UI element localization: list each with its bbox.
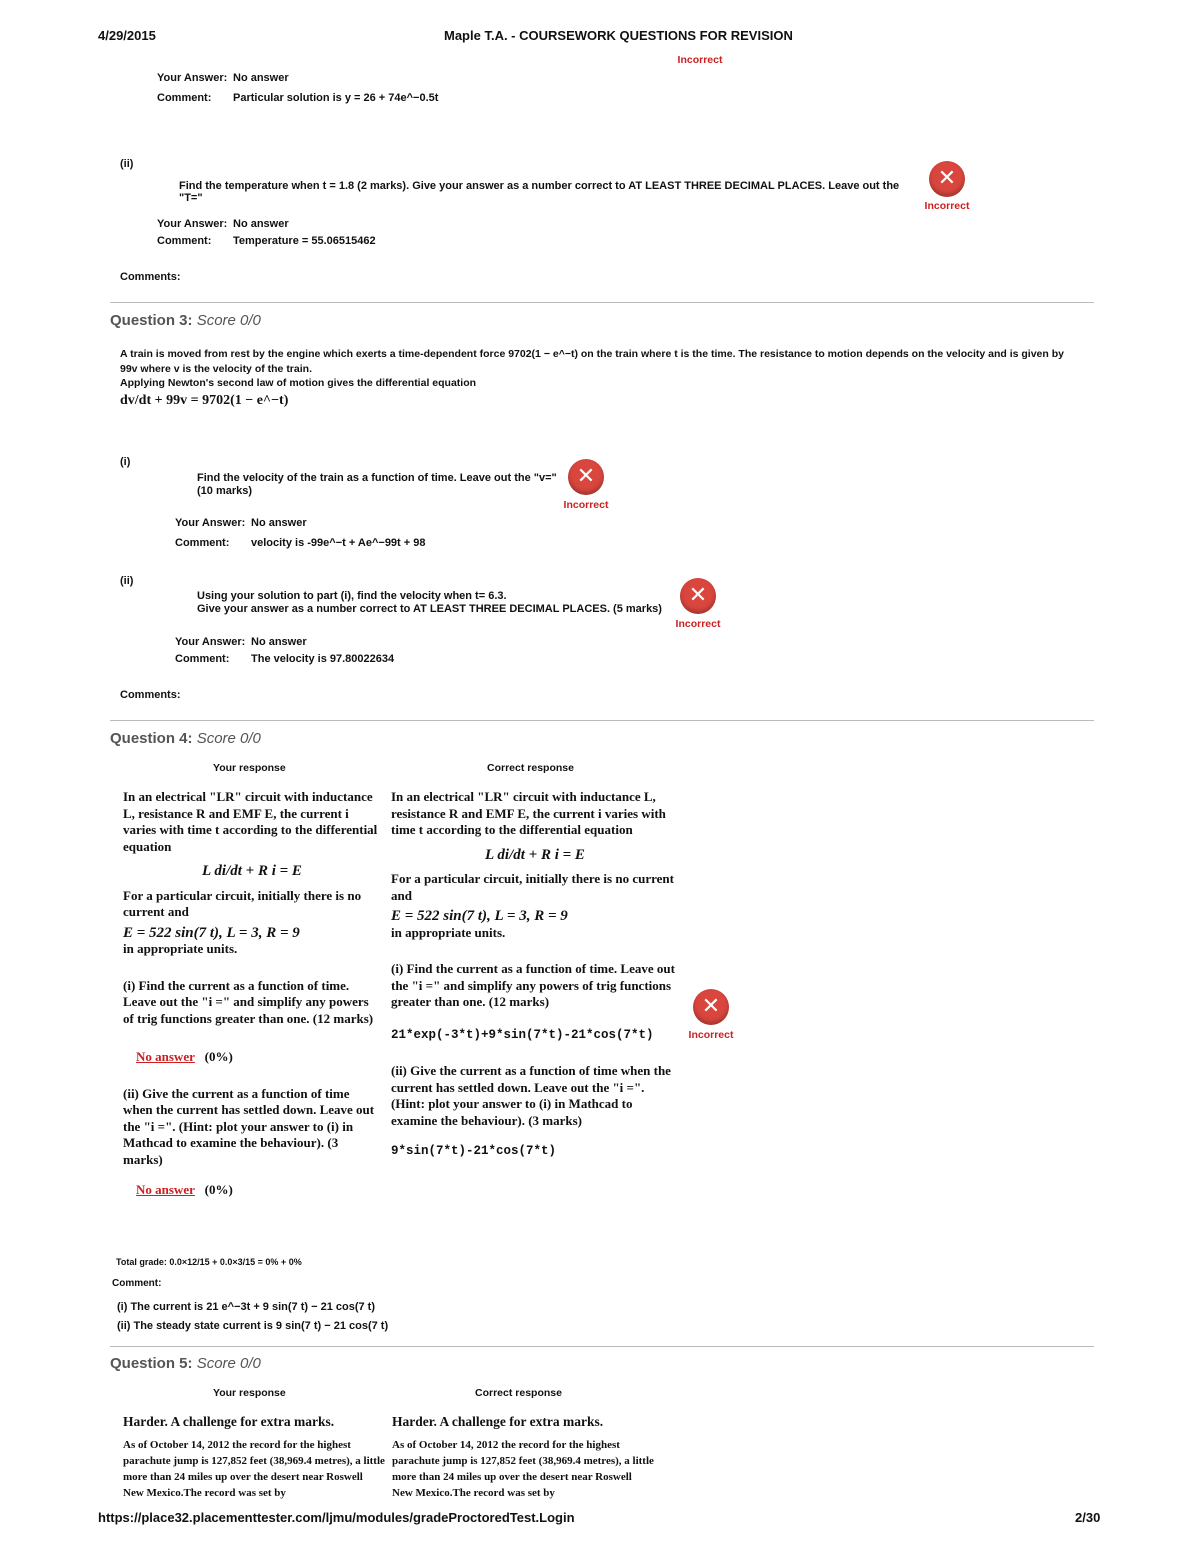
part-text: Give your answer as a number correct to AT LEAST THREE DECIMAL PLACES. (5 marks) bbox=[197, 603, 662, 615]
part-score: (0%) bbox=[204, 1049, 233, 1064]
your-answer-label: Your Answer: bbox=[175, 517, 246, 529]
problem-units: in appropriate units. bbox=[123, 941, 238, 956]
problem-particular: For a particular circuit, initially there is no current and bbox=[391, 871, 674, 903]
your-answer-value: No answer bbox=[251, 636, 307, 648]
incorrect-label: Incorrect bbox=[688, 1029, 734, 1041]
question-intro: A train is moved from rest by the engine which exerts a time-dependent force 9702(1 − e^−t) on the train where t is the time. The resistance to motion depends on the velocity and is given by bbox=[120, 348, 1064, 360]
comment-line: (ii) The steady state current is 9 sin(7 t) − 21 cos(7 t) bbox=[117, 1320, 389, 1332]
part-i-text: (i) Find the current as a function of time. Leave out the "i =" and simplify any powers of trig functions greater than one. (12 marks) bbox=[391, 961, 675, 1009]
column-header-correct: Correct response bbox=[487, 762, 574, 774]
no-answer: No answer bbox=[136, 1049, 195, 1064]
differential-equation: dv/dt + 99v = 9702(1 − e^−t) bbox=[120, 393, 289, 408]
comment-value: velocity is -99e^−t + Ae^−99t + 98 bbox=[251, 537, 426, 549]
comment-label: Comment: bbox=[175, 537, 230, 549]
column-header-your: Your response bbox=[213, 1387, 286, 1399]
incorrect-icon: ✕ bbox=[568, 459, 604, 495]
your-answer-label: Your Answer: bbox=[157, 72, 228, 84]
comment-line: (i) The current is 21 e^−3t + 9 sin(7 t) − 21 cos(7 t) bbox=[117, 1301, 375, 1313]
part-text: Find the velocity of the train as a function of time. Leave out the "v=" bbox=[197, 472, 557, 484]
comments-label: Comments: bbox=[120, 271, 181, 283]
question-intro: Applying Newton's second law of motion gives the differential equation bbox=[120, 377, 477, 389]
part-ii-text: (ii) Give the current as a function of time when the current has settled down. Leave out the "i =". (Hint: plot your answer to (i) in Mathcad to examine the behaviour). (3 marks) bbox=[391, 1063, 671, 1128]
comment-value: Temperature = 55.06515462 bbox=[233, 235, 376, 247]
divider bbox=[110, 302, 1094, 303]
your-answer-value: No answer bbox=[251, 517, 307, 529]
part-label: (i) bbox=[120, 456, 131, 468]
column-header-your: Your response bbox=[213, 762, 286, 774]
part-ii-text: (ii) Give the current as a function of time when the current has settled down. Leave out the "i =". (Hint: plot your answer to (i) in Mathcad to examine the behaviour). (3 marks) bbox=[123, 1085, 375, 1167]
no-answer: No answer bbox=[136, 1182, 195, 1197]
comment-value: The velocity is 97.80022634 bbox=[251, 653, 395, 665]
part-label: (ii) bbox=[120, 575, 134, 587]
incorrect-label: Incorrect bbox=[924, 200, 970, 212]
comments-label: Comments: bbox=[120, 689, 181, 701]
part-i-text: (i) Find the current as a function of time. Leave out the "i =" and simplify any powers of trig functions greater than one. (12 marks) bbox=[123, 977, 374, 1026]
problem-intro: In an electrical "LR" circuit with inductance L, resistance R and EMF E, the current i varies with time t according to the differential equation bbox=[123, 789, 378, 854]
correct-answer-ii: 9*sin(7*t)-21*cos(7*t) bbox=[391, 1144, 557, 1158]
circuit-values: E = 522 sin(7 t), L = 3, R = 9 bbox=[391, 908, 568, 924]
part-text: Find the temperature when t = 1.8 (2 marks). Give your answer as a number correct to AT LEAST THREE DECIMAL PLACES. Leave out the "T=" bbox=[179, 180, 900, 204]
circuit-equation: L di/dt + R i = E bbox=[485, 846, 585, 863]
part-ii-result bbox=[123, 1182, 381, 1199]
comment-value: Particular solution is y = 26 + 74e^−0.5t bbox=[233, 92, 439, 104]
problem-intro: In an electrical "LR" circuit with inductance L, resistance R and EMF E, the current i varies with time t according to the differential equation bbox=[391, 789, 666, 837]
part-label: (ii) bbox=[120, 158, 134, 170]
question-intro: 99v where v is the velocity of the train. bbox=[120, 363, 312, 375]
part-score: (0%) bbox=[204, 1182, 233, 1197]
question-5-title: Question 5: Score 0/0 bbox=[110, 1355, 261, 1372]
part-i-result bbox=[123, 1049, 381, 1066]
incorrect-label: Incorrect bbox=[563, 499, 609, 511]
circuit-values: E = 522 sin(7 t), L = 3, R = 9 bbox=[123, 924, 300, 941]
page-number: 2/30 bbox=[1075, 1510, 1101, 1525]
total-grade: Total grade: 0.0×12/15 + 0.0×3/15 = 0% + 0% bbox=[116, 1257, 302, 1267]
your-response-column bbox=[123, 1414, 385, 1501]
incorrect-icon: ✕ bbox=[929, 161, 965, 197]
challenge-text: As of October 14, 2012 the record for the highest parachute jump is 127,852 feet (38,969.4 metres), a little more than 24 miles up over the desert near Roswell New Mexico.The record was set by bbox=[123, 1438, 385, 1499]
comment-label: Comment: bbox=[112, 1278, 162, 1289]
divider bbox=[110, 720, 1094, 721]
part-marks: (10 marks) bbox=[197, 485, 253, 497]
print-date: 4/29/2015 bbox=[98, 28, 156, 43]
incorrect-label: Incorrect bbox=[677, 54, 723, 66]
incorrect-label: Incorrect bbox=[675, 618, 721, 630]
challenge-heading: Harder. A challenge for extra marks. bbox=[392, 1414, 604, 1429]
correct-response-column bbox=[392, 1414, 654, 1501]
correct-response-column bbox=[391, 789, 679, 1160]
incorrect-icon: ✕ bbox=[693, 989, 729, 1025]
incorrect-icon: ✕ bbox=[680, 578, 716, 614]
problem-units: in appropriate units. bbox=[391, 924, 506, 940]
problem-particular: For a particular circuit, initially there is no current and bbox=[123, 887, 362, 919]
your-answer-value: No answer bbox=[233, 72, 289, 84]
circuit-equation: L di/dt + R i = E bbox=[202, 863, 302, 879]
comment-label: Comment: bbox=[157, 92, 212, 104]
your-response-column bbox=[123, 789, 381, 1199]
your-answer-label: Your Answer: bbox=[157, 218, 228, 230]
challenge-text: As of October 14, 2012 the record for the highest parachute jump is 127,852 feet (38,969.4 metres), a little more than 24 miles up over the desert near Roswell New Mexico.The record was set by bbox=[392, 1438, 654, 1499]
comment-label: Comment: bbox=[157, 235, 212, 247]
part-text: Using your solution to part (i), find the velocity when t= 6.3. bbox=[197, 590, 507, 602]
page-url: https://place32.placementtester.com/ljmu/modules/gradeProctoredTest.Login bbox=[98, 1510, 575, 1525]
your-answer-value: No answer bbox=[233, 218, 289, 230]
comment-label: Comment: bbox=[175, 653, 230, 665]
column-header-correct: Correct response bbox=[475, 1387, 562, 1399]
question-3-title: Question 3: Score 0/0 bbox=[110, 312, 261, 329]
question-4-title: Question 4: Score 0/0 bbox=[110, 730, 261, 747]
divider bbox=[110, 1346, 1094, 1347]
page-title: Maple T.A. - COURSEWORK QUESTIONS FOR REVISION bbox=[444, 28, 793, 43]
correct-answer-i: 21*exp(-3*t)+9*sin(7*t)-21*cos(7*t) bbox=[391, 1027, 654, 1042]
challenge-heading: Harder. A challenge for extra marks. bbox=[123, 1414, 335, 1429]
your-answer-label: Your Answer: bbox=[175, 636, 246, 648]
